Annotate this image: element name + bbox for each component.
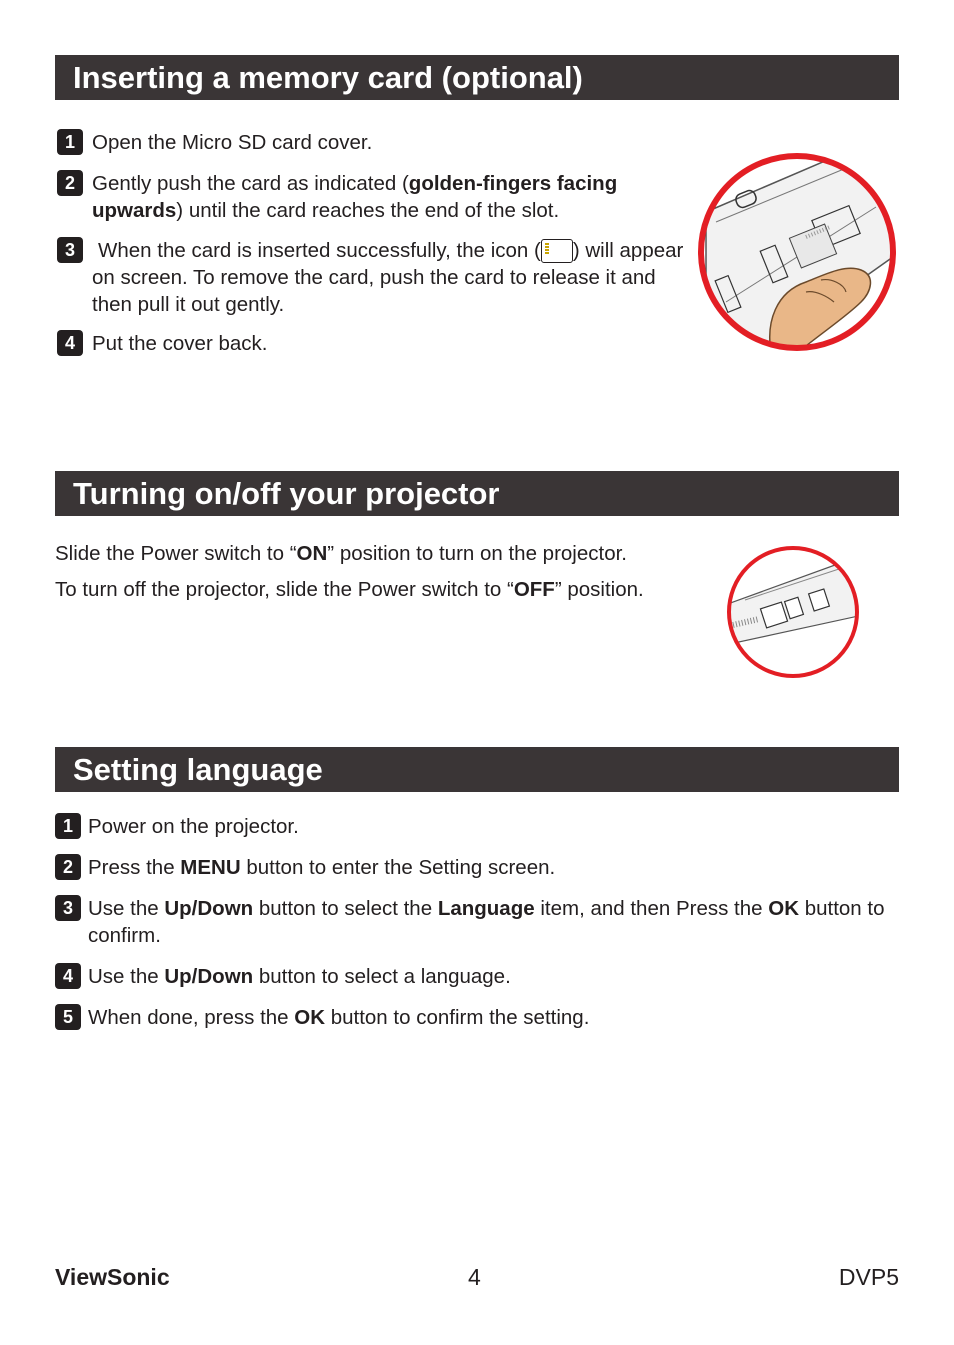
power-off-instruction: To turn off the projector, slide the Power switch to “OFF” position. [55,578,644,601]
step-text: Gently push the card as indicated (golden-fingers facing upwards) until the card reaches the end of the slot. [92,172,618,222]
step-number-badge: 2 [57,170,83,196]
power-on-instruction: Slide the Power switch to “ON” position to turn on the projector. [55,542,627,565]
footer-page-number: 4 [468,1264,481,1290]
step-number-badge: 2 [55,854,81,880]
footer-brand: ViewSonic [55,1264,170,1290]
step-text: Put the cover back. [92,332,268,355]
step-text: Use the Up/Down button to select a language. [88,965,511,988]
step-number-badge: 3 [57,237,83,263]
language-step-5 [55,1004,895,1031]
language-step-1 [55,813,895,840]
section-title-language: Setting language [55,747,899,792]
section-title-power: Turning on/off your projector [55,471,899,516]
step-text: Power on the projector. [88,815,299,838]
step-text: Press the MENU button to enter the Setting screen. [88,856,556,879]
memory-step-2 [57,170,687,224]
step-text: When the card is inserted successfully, the icon ( ) will appear on screen. To remove the card, push the card to release it and then pull it out gently. [92,239,684,316]
language-step-3 [55,895,885,949]
step-number-badge: 1 [57,129,83,155]
step-number-badge: 4 [57,330,83,356]
step-number-badge: 5 [55,1004,81,1030]
sd-card-insertion-illustration [696,152,900,354]
step-text: When done, press the OK button to confirm the setting. [88,1006,590,1029]
sd-card-icon [541,239,573,263]
step-text: Use the Up/Down button to select the Language item, and then Press the OK button to confirm. [88,897,885,947]
step-text: Open the Micro SD card cover. [92,131,373,154]
section-title-memory-card: Inserting a memory card (optional) [55,55,899,100]
memory-step-1 [57,129,697,156]
step-number-badge: 3 [55,895,81,921]
language-step-4 [55,963,895,990]
step-number-badge: 4 [55,963,81,989]
footer-model: DVP5 [838,1264,899,1290]
memory-step-3 [57,237,687,318]
power-switch-illustration [725,545,863,681]
memory-step-4 [57,330,687,357]
step-number-badge: 1 [55,813,81,839]
language-step-2 [55,854,895,881]
